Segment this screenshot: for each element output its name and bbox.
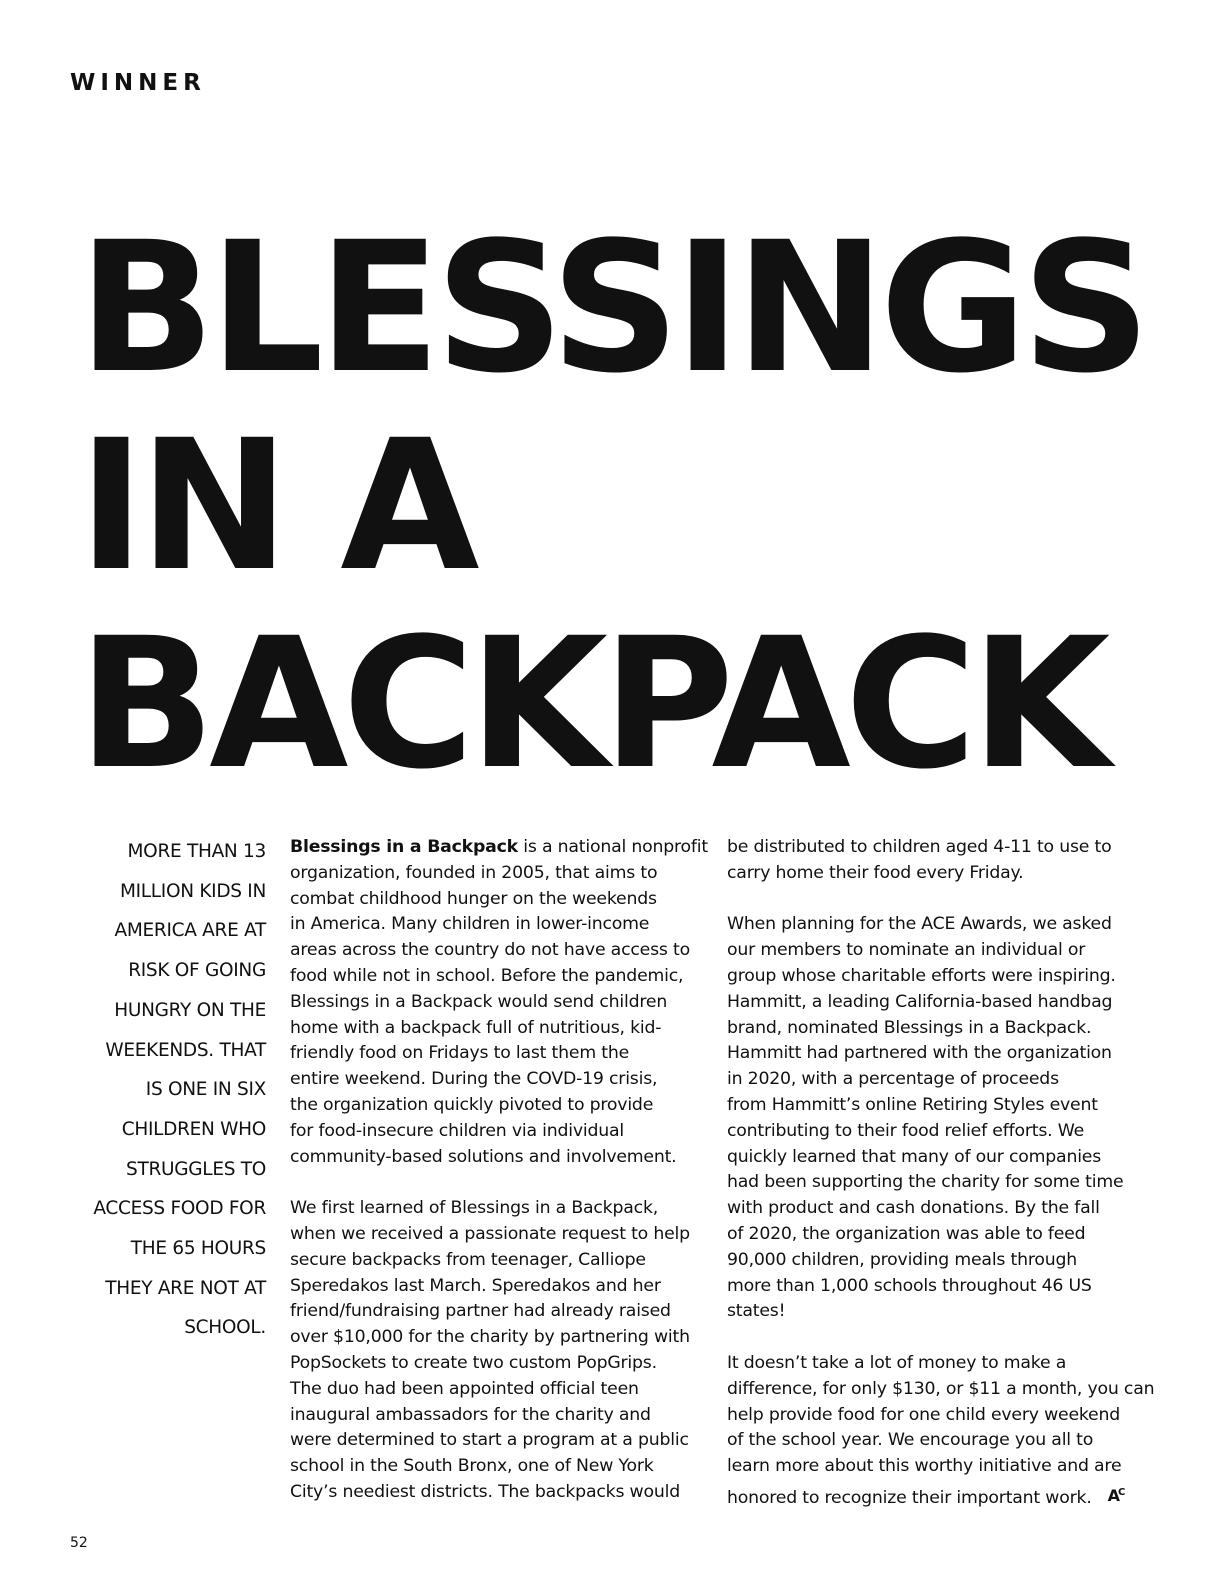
body-line: our members to nominate an individual or [727,940,1086,961]
body-line: friend/fundraising partner had already raised [290,1301,671,1322]
body-last-line: honored to recognize their important work. [727,1487,1092,1508]
body-line: group whose charitable efforts were inspiring. [727,965,1116,986]
body-line: quickly learned that many of our companies [727,1146,1102,1167]
pull-quote [76,832,266,1348]
body-line: organization, founded in 2005, that aims to [290,862,658,883]
body-paragraph [290,1196,712,1506]
body-line: We first learned of Blessings in a Backpack, [290,1198,659,1219]
body-line: contributing to their food relief efforts. We [727,1120,1085,1141]
body-line: The duo had been appointed official teen [290,1378,639,1399]
body-line: home with a backpack full of nutritious, kid- [290,1017,662,1038]
body-line: food while not in school. Before the pandemic, [290,965,684,986]
body-line: carry home their food every Friday. [727,862,1024,883]
body-line: community-based solutions and involvement. [290,1146,677,1167]
body-line: Hammitt, a leading California-based handbag [727,991,1113,1012]
article-headline [78,204,1146,809]
body-line: over $10,000 for the charity by partnering with [290,1327,690,1348]
pull-quote-line: MILLION KIDS IN [119,880,266,902]
organization-name-bold: Blessings in a Backpack [290,837,518,857]
body-line: with product and cash donations. By the fall [727,1198,1100,1219]
body-line: 90,000 children, providing meals through [727,1249,1078,1270]
body-paragraph-closing [727,1351,1159,1512]
body-line: brand, nominated Blessings in a Backpack. [727,1017,1092,1038]
body-line: for food-insecure children via individual [290,1120,624,1141]
body-line: help provide food for one child every weekend [727,1404,1121,1425]
body-line: combat childhood hunger on the weekends [290,888,657,909]
headline-line-3: BACKPACK [78,600,1105,809]
body-paragraph-intro [290,835,712,1170]
body-line: of the school year. We encourage you all to [727,1430,1094,1451]
body-line: in America. Many children in lower-income [290,914,650,935]
body-line: had been supporting the charity for some time [727,1172,1124,1193]
body-line: of 2020, the organization was able to feed [727,1223,1086,1244]
body-line: be distributed to children aged 4-11 to use to [727,837,1112,857]
body-line-rest: is a national nonprofit [517,837,708,857]
end-mark-main: A [1107,1485,1118,1505]
pull-quote-line: AMERICA ARE AT [114,920,266,942]
body-line: Speredakos last March. Speredakos and her [290,1275,661,1296]
pull-quote-line: CHILDREN WHO [121,1118,266,1140]
pull-quote-line: THE 65 HOURS [130,1238,266,1260]
body-line: when we received a passionate request to help [290,1223,690,1244]
pull-quote-line: WEEKENDS. THAT [105,1039,266,1061]
body-line: difference, for only $130, or $11 a month, you can [727,1378,1155,1399]
body-column-2 [727,835,1159,1512]
body-line: were determined to start a program at a public [290,1430,689,1451]
end-mark-sup: C [1118,1486,1124,1498]
headline-line-1: BLESSINGS [78,204,1146,413]
pull-quote-line: STRUGGLES TO [126,1158,266,1180]
body-paragraph [727,912,1159,1325]
body-line: school in the South Bronx, one of New York [290,1456,654,1477]
body-line: areas across the country do not have access to [290,940,690,961]
body-line: Hammitt had partnered with the organization [727,1043,1112,1064]
body-line [290,835,712,861]
section-kicker: WINNER [70,70,206,96]
pull-quote-line: RISK OF GOING [128,960,266,982]
body-line: City’s neediest districts. The backpacks would [290,1481,680,1502]
body-line: It doesn’t take a lot of money to make a [727,1352,1067,1373]
headline-line-2: IN A [78,402,474,611]
pull-quote-line: THEY ARE NOT AT [105,1277,266,1299]
pull-quote-line: HUNGRY ON THE [114,999,266,1021]
page-number: 52 [70,1535,88,1551]
body-line: secure backpacks from teenager, Calliope [290,1249,646,1270]
pull-quote-line: IS ONE IN SIX [145,1079,266,1101]
body-line: When planning for the ACE Awards, we asked [727,914,1112,935]
body-line: more than 1,000 schools throughout 46 US [727,1275,1092,1296]
body-line: learn more about this worthy initiative and are [727,1456,1122,1477]
body-line: the organization quickly pivoted to provide [290,1094,654,1115]
ac-end-mark-logo [1108,1480,1124,1509]
body-line: states! [727,1301,786,1322]
pull-quote-line: SCHOOL. [184,1317,266,1339]
pull-quote-line: MORE THAN 13 [127,841,266,862]
pull-quote-line: ACCESS FOOD FOR [93,1198,266,1220]
body-line: entire weekend. During the COVD-19 crisis, [290,1069,658,1090]
body-line: from Hammitt’s online Retiring Styles event [727,1094,1098,1115]
body-column-1 [290,835,712,1506]
body-line: Blessings in a Backpack would send children [290,991,668,1012]
body-paragraph [727,835,1159,887]
body-line: inaugural ambassadors for the charity and [290,1404,651,1425]
body-line: in 2020, with a percentage of proceeds [727,1069,1059,1090]
body-line: friendly food on Fridays to last them the [290,1043,630,1064]
body-line: PopSockets to create two custom PopGrips. [290,1352,657,1373]
body-line [727,1480,1159,1512]
